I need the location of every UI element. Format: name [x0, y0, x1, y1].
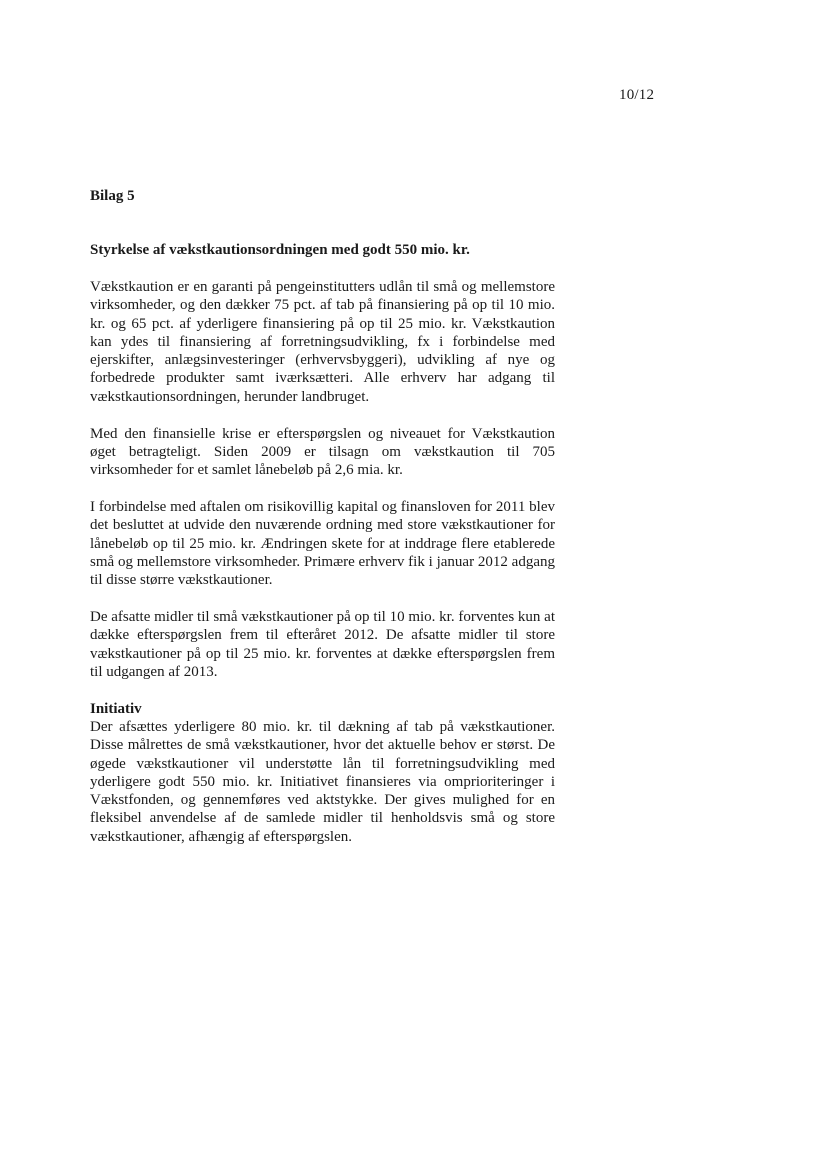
initiative-heading: Initiativ	[90, 700, 142, 717]
document-title: Styrkelse af vækstkautionsordningen med godt 550 mio. kr.	[90, 242, 470, 258]
paragraph-vaekstkaution-definition: Vækstkaution er en garanti på pengeinstitutters udlån til små og mellemstore virksomheder, og den dækker 75 pct. af tab på finansiering på op til 10 mio. kr. og 65 pct. af yderligere finansiering på op til 25 mio. kr. Vækstkaution kan ydes til finansiering af forretningsudvikling, fx i forbindelse med ejerskifter, anlægsinvesteringer (erhvervsbyggeri), udvikling af nye og forbedrede produkter samt iværksætteri. Alle erhverv har adgang til vækstkautionsordningen, herunder landbruget.	[90, 279, 555, 405]
appendix-label: Bilag 5	[90, 188, 135, 204]
initiative-section	[90, 700, 555, 846]
paragraph-agreement-2011: I forbindelse med aftalen om risikovillig kapital og finansloven for 2011 blev det besluttet at udvide den nuværende ordning med store vækstkautioner for lånebeløb op til 25 mio. kr. Ændringen skete for at inddrage flere etablerede små og mellemstore virksomheder. Primære erhverv fik i januar 2012 adgang til disse større vækstkautioner.	[90, 498, 555, 589]
initiative-text: Der afsættes yderligere 80 mio. kr. til dækning af tab på vækstkautioner. Disse målrettes de små vækstkautioner, hvor det aktuelle behov er størst. De øgede vækstkautioner vil understøtte lån til forretningsudvikling med yderligere godt 550 mio. kr. Initiativet finansieres via omprioriteringer i Vækstfonden, og gennemføres ved aktstykke. Der gives mulighed for en fleksibel anvendelse af de samlede midler til henholdsvis små og store vækstkautioner, afhængig af efterspørgslen.	[90, 718, 555, 845]
document-body	[90, 278, 555, 846]
paragraph-allocated-funds: De afsatte midler til små vækstkautioner på op til 10 mio. kr. forventes kun at dække efterspørgslen frem til efteråret 2012. De afsatte midler til store vækstkautioner på op til 25 mio. kr. forventes at dække efterspørgslen frem til udgangen af 2013.	[90, 608, 555, 680]
page-number: 10/12	[619, 87, 655, 103]
paragraph-financial-crisis: Med den finansielle krise er efterspørgslen og niveauet for Vækstkaution øget betragteligt. Siden 2009 er tilsagn om vækstkaution til 705 virksomheder for et samlet lånebeløb på 2,6 mia. kr.	[90, 425, 555, 479]
